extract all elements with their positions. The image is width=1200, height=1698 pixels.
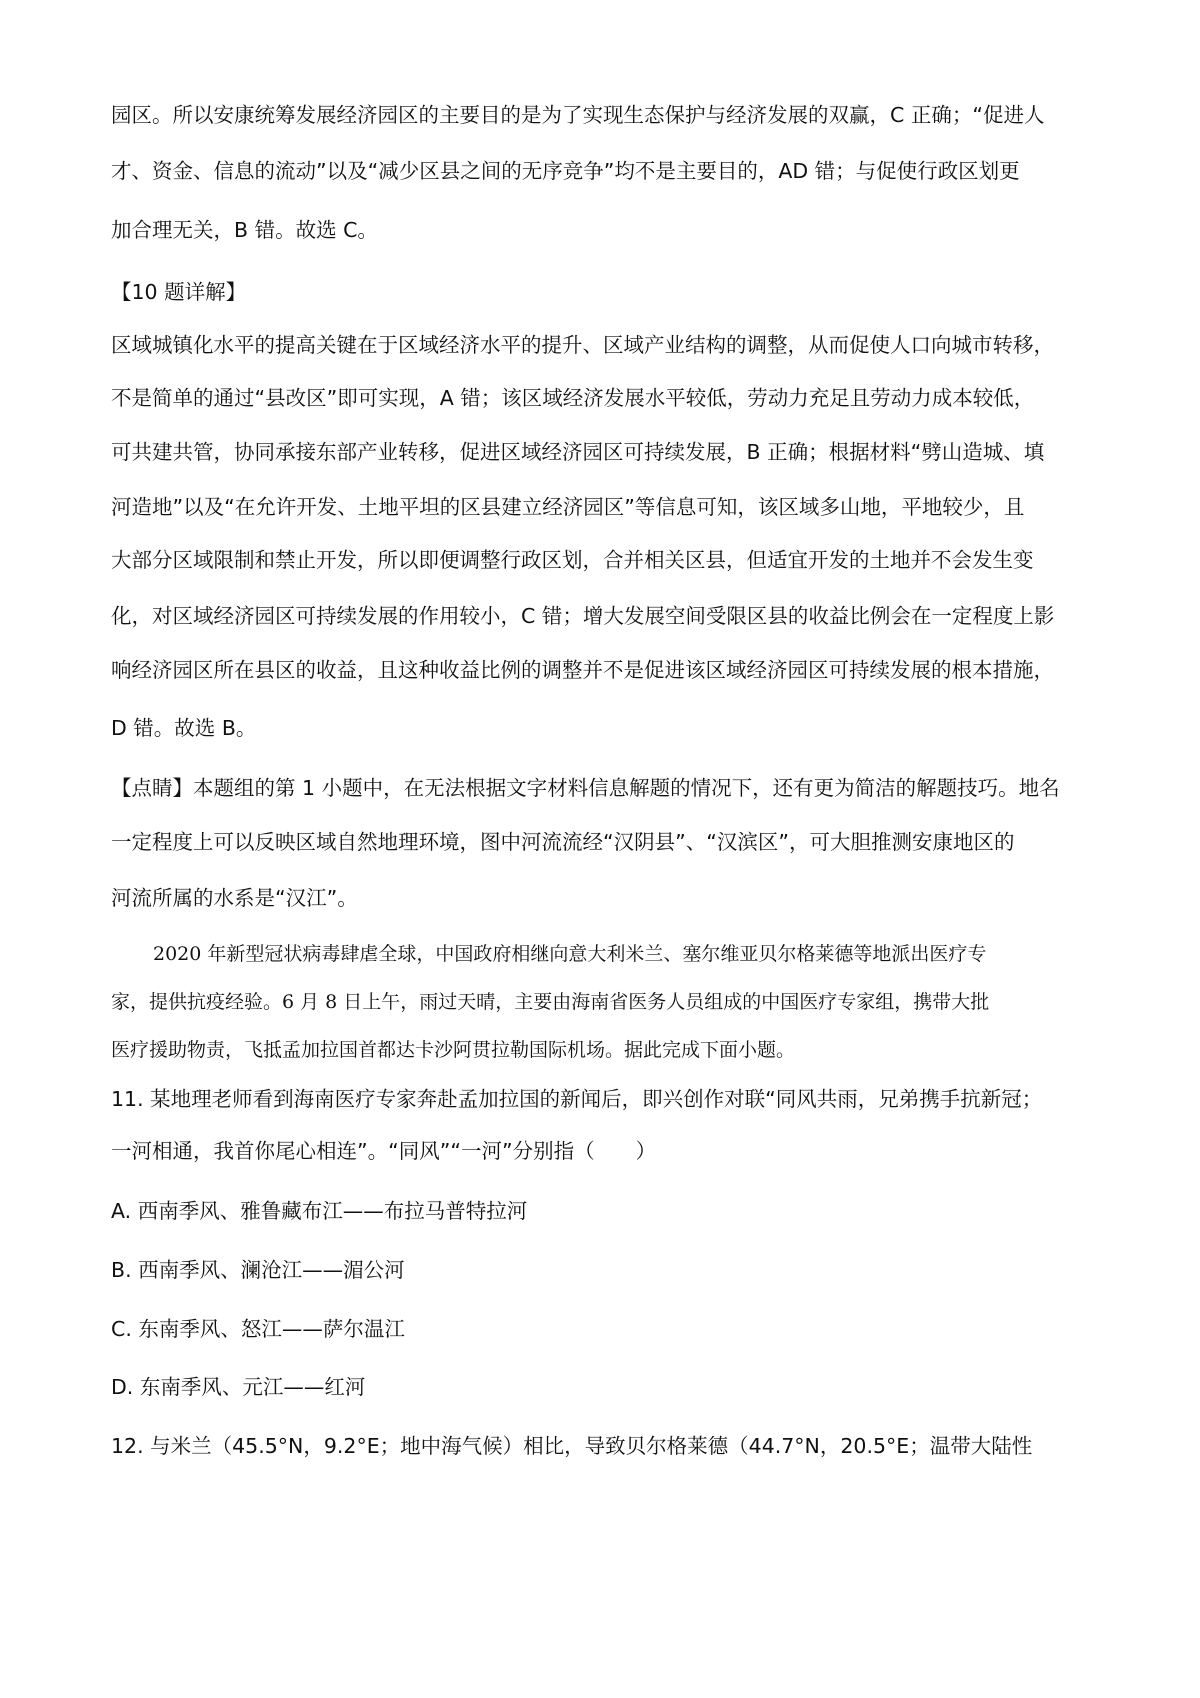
answer-10-explanation-line-7: 响经济园区所在县区的收益，且这种收益比例的调整并不是促进该区域经济园区可持续发展的根本措施， [111, 658, 1054, 682]
question-10-heading: 【10 题详解】 [111, 280, 247, 304]
tip-line-3: 河流所属的水系是“汉江”。 [111, 886, 358, 910]
answer-9-explanation-line-2: 才、资金、信息的流动”以及“减少区县之间的无序竞争”均不是主要目的，AD 错；与促使行政区划更 [111, 159, 1020, 183]
question-12-stem-line-1: 12. 与米兰（45.5°N，9.2°E；地中海气候）相比，导致贝尔格莱德（44.7°N，20.5°E；温带大陆性 [111, 1434, 1033, 1458]
answer-10-explanation-line-1: 区域城镇化水平的提高关键在于区域经济水平的提升、区域产业结构的调整，从而促使人口向城市转移， [111, 333, 1054, 357]
question-11-stem-line-1: 11. 某地理老师看到海南医疗专家奔赴孟加拉国的新闻后，即兴创作对联“同风共雨，兄弟携手抗新冠； [111, 1087, 1043, 1111]
answer-9-explanation-line-3: 加合理无关，B 错。故选 C。 [111, 218, 378, 242]
material-line-3: 医疗援助物责，飞抵孟加拉国首都达卡沙阿贯拉勒国际机场。据此完成下面小题。 [111, 1039, 796, 1061]
answer-10-explanation-line-8: D 错。故选 B。 [111, 716, 257, 740]
answer-10-explanation-line-2: 不是简单的通过“县改区”即可实现，A 错；该区域经济发展水平较低，劳动力充足且劳动力成本较低， [111, 386, 1035, 410]
answer-10-explanation-line-5: 大部分区域限制和禁止开发，所以即便调整行政区划，合并相关区县，但适宜开发的土地并不会发生变 [111, 548, 1034, 572]
question-11-option-a[interactable]: A. 西南季风、雅鲁藏布江——布拉马普特拉河 [111, 1199, 528, 1223]
tip-line-1: 【点睛】本题组的第 1 小题中，在无法根据文字材料信息解题的情况下，还有更为简洁的解题技巧。地名 [111, 776, 1060, 800]
question-11-option-b[interactable]: B. 西南季风、澜沧江——湄公河 [111, 1258, 405, 1282]
material-line-2: 家，提供抗疫经验。6 月 8 日上午，雨过天晴，主要由海南省医务人员组成的中国医疗专家组，携带大批 [111, 991, 990, 1013]
material-line-1: 2020 年新型冠状病毒肆虐全球，中国政府相继向意大利米兰、塞尔维亚贝尔格莱德等地派出医疗专 [153, 943, 987, 965]
answer-9-explanation-line-1: 园区。所以安康统筹发展经济园区的主要目的是为了实现生态保护与经济发展的双赢，C 正确；“促进人 [111, 103, 1045, 127]
answer-10-explanation-line-3: 可共建共管，协同承接东部产业转移，促进区域经济园区可持续发展，B 正确；根据材料“劈山造城、填 [111, 440, 1045, 464]
answer-10-explanation-line-6: 化，对区域经济园区可持续发展的作用较小，C 错；增大发展空间受限区县的收益比例会在一定程度上影 [111, 604, 1055, 628]
question-11-stem-line-2: 一河相通，我首你尾心相连”。“同风”“一河”分别指（ ） [111, 1139, 657, 1163]
question-11-option-d[interactable]: D. 东南季风、元江——红河 [111, 1375, 366, 1399]
question-11-option-c[interactable]: C. 东南季风、怒江——萨尔温江 [111, 1317, 405, 1341]
tip-line-2: 一定程度上可以反映区域自然地理环境，图中河流流经“汉阴县”、“汉滨区”，可大胆推测安康地区的 [111, 830, 1015, 854]
answer-10-explanation-line-4: 河造地”以及“在允许开发、土地平坦的区县建立经济园区”等信息可知，该区域多山地，平地较少，且 [111, 495, 1025, 519]
